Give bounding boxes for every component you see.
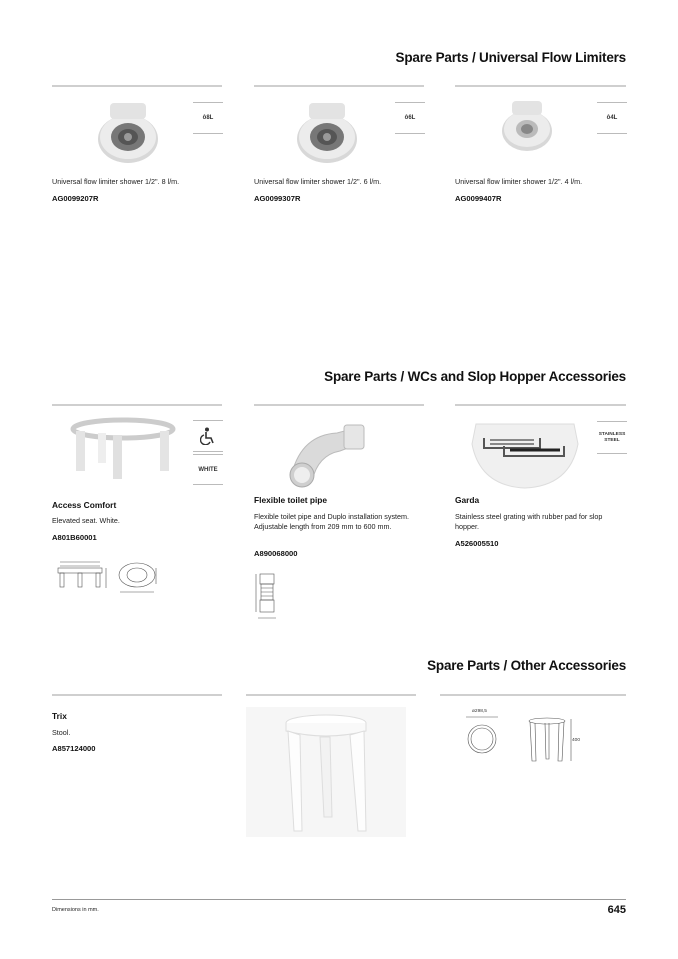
section-title-wcs: Spare Parts / WCs and Slop Hopper Accessories <box>324 369 626 384</box>
diameter-label: ø298,5 <box>472 709 487 714</box>
toilet-pipe-image <box>282 415 372 490</box>
access-comfort-drawing <box>52 558 172 596</box>
product-code: AG0099307R <box>254 194 301 203</box>
product-code: AG0099407R <box>455 194 502 203</box>
divider <box>52 85 222 87</box>
flow-rate-badge: ô8L <box>193 102 223 134</box>
trix-stool-image <box>246 707 406 837</box>
section-title-other: Spare Parts / Other Accessories <box>427 658 626 673</box>
flow-limiter-image <box>492 97 562 157</box>
divider <box>440 694 626 696</box>
section-title-flow-limiters: Spare Parts / Universal Flow Limiters <box>395 50 626 65</box>
flow-rate-badge: ô4L <box>597 102 627 134</box>
divider <box>246 694 416 696</box>
divider <box>254 85 424 87</box>
product-code: A857124000 <box>52 744 96 753</box>
divider <box>455 85 626 87</box>
footer-divider <box>52 899 626 900</box>
product-name: Garda <box>455 495 480 505</box>
product-name: Access Comfort <box>52 500 117 510</box>
product-description: Flexible toilet pipe and Duplo installation system. Adjustable length from 209 mm to 600 mm. <box>254 512 410 531</box>
product-name: Flexible toilet pipe <box>254 495 328 505</box>
accessibility-icon <box>193 420 223 452</box>
page-number: 645 <box>607 904 626 916</box>
height-label: 400 <box>572 738 581 743</box>
product-code: A890068000 <box>254 549 298 558</box>
product-name: Trix <box>52 711 67 721</box>
flow-limiter-image <box>287 97 367 167</box>
access-comfort-image <box>68 417 178 482</box>
product-description: Universal flow limiter shower 1/2". 4 l/m. <box>455 177 583 186</box>
product-description: Elevated seat. White. <box>52 516 120 525</box>
product-description: Universal flow limiter shower 1/2". 8 l/m. <box>52 177 180 186</box>
flow-limiter-image <box>88 97 168 167</box>
product-description: Stool. <box>52 728 71 737</box>
garda-image <box>470 414 580 489</box>
trix-drawing <box>462 709 582 767</box>
toilet-pipe-drawing <box>254 570 284 622</box>
product-code: A801B60001 <box>52 533 97 542</box>
dimensions-note: Dimensions in mm. <box>52 907 99 913</box>
divider <box>52 404 222 406</box>
divider <box>52 694 222 696</box>
product-description: Universal flow limiter shower 1/2". 6 l/m. <box>254 177 382 186</box>
product-code: AG0099207R <box>52 194 99 203</box>
color-badge: WHITE <box>193 454 223 485</box>
divider <box>254 404 424 406</box>
product-description: Stainless steel grating with rubber pad for slop hopper. <box>455 512 603 531</box>
divider <box>455 404 626 406</box>
flow-rate-badge: ô6L <box>395 102 425 134</box>
material-badge: STAINLESS STEEL <box>597 421 627 454</box>
product-code: A526005510 <box>455 539 499 548</box>
